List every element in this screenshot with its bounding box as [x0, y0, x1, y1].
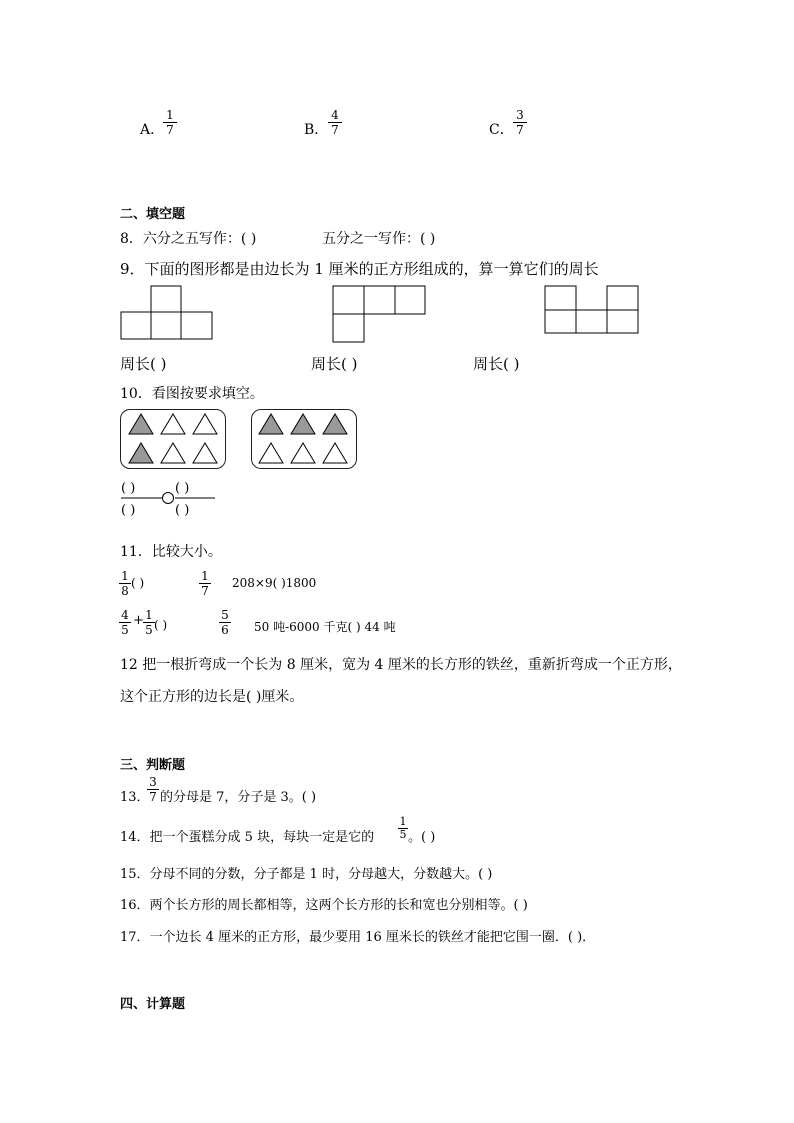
q9-perimeter-2: 周长( ) — [311, 355, 358, 373]
q11-plus: + — [133, 613, 144, 628]
denominator: 5 — [121, 623, 129, 637]
q15-text: 15．分母不同的分数，分子都是 1 时，分母越大，分数越大。( ) — [120, 867, 493, 882]
numerator: 1 — [145, 608, 153, 622]
choice-a-denominator: 7 — [166, 123, 174, 137]
denominator: 8 — [121, 584, 129, 598]
choice-b-numerator: 4 — [331, 108, 339, 122]
q9-text: 9．下面的图形都是由边长为 1 厘米的正方形组成的，算一算它们的周长 — [120, 260, 599, 278]
q16-text: 16．两个长方形的周长都相等，这两个长方形的长和宽也分别相等。( ) — [120, 898, 528, 913]
choice-b-letter: B． — [304, 122, 329, 138]
triangle-icon — [193, 443, 217, 463]
triangle-shaded-icon — [129, 443, 153, 463]
triangle-shaded-icon — [129, 414, 153, 434]
triangle-icon — [291, 443, 315, 463]
q11-blank-2[interactable]: ( ) — [154, 618, 168, 632]
q10-compare-circle[interactable] — [163, 493, 174, 504]
numerator: 1 — [201, 569, 209, 583]
denominator: 7 — [201, 584, 209, 598]
q13-fraction — [147, 775, 159, 804]
q11-expr-1: 208×9( )1800 — [232, 576, 317, 590]
q12-line-2: 这个正方形的边长是( )厘米。 — [120, 689, 304, 705]
denominator: 7 — [149, 790, 157, 804]
numerator: 3 — [149, 775, 157, 789]
choice-a-numerator: 1 — [166, 108, 174, 122]
numerator: 5 — [221, 608, 229, 622]
choice-c-numerator: 3 — [516, 108, 524, 122]
q10-blank-num-1[interactable]: ( ) — [121, 481, 136, 496]
q14-fraction — [398, 816, 408, 841]
q11-fraction-4-5 — [119, 608, 131, 637]
q14-prefix: 14．把一个蛋糕分成 5 块，每块一定是它的 — [120, 830, 375, 845]
q11-text: 11．比较大小。 — [120, 544, 222, 560]
q8-part-a: 8．六分之五写作：( ) — [120, 231, 257, 247]
q14-suffix: 。( ) — [408, 830, 436, 845]
triangle-icon — [259, 443, 283, 463]
numerator: 1 — [399, 815, 407, 828]
q9-perimeter-3: 周长( ) — [473, 355, 520, 373]
q13-text: 的分母是 7，分子是 3。( ) — [160, 790, 317, 805]
numerator: 1 — [121, 569, 129, 583]
q10-blank-num-2[interactable]: ( ) — [175, 481, 190, 496]
choice-c-letter: C． — [489, 122, 514, 138]
q13-prefix: 13． — [120, 790, 150, 805]
triangle-shaded-icon — [259, 414, 283, 434]
denominator: 5 — [145, 623, 153, 637]
q10-text: 10．看图按要求填空。 — [120, 386, 264, 402]
section-heading-fill: 二、填空题 — [120, 207, 186, 222]
triangle-icon — [193, 414, 217, 434]
choice-b-denominator: 7 — [331, 123, 339, 137]
section-heading-judge: 三、判断题 — [120, 758, 186, 773]
q11-expr-2: 50 吨-6000 千克( ) 44 吨 — [254, 620, 396, 634]
q11-fraction-1-8 — [119, 569, 131, 598]
triangle-shaded-icon — [323, 414, 347, 434]
q8-part-b: 五分之一写作：( ) — [322, 231, 436, 247]
triangle-shaded-icon — [291, 414, 315, 434]
numerator: 4 — [121, 608, 129, 622]
q17-text: 17．一个边长 4 厘米的正方形，最少要用 16 厘米长的铁丝才能把它围一圈．( )． — [120, 930, 596, 945]
triangle-icon — [323, 443, 347, 463]
denominator: 5 — [399, 828, 407, 841]
denominator: 6 — [221, 623, 229, 637]
section-heading-calc: 四、计算题 — [120, 997, 186, 1012]
q11-fraction-5-6 — [219, 608, 231, 637]
choice-a-letter: A． — [140, 122, 165, 138]
q11-fraction-1-7 — [199, 569, 211, 598]
triangle-icon — [161, 414, 185, 434]
q12-line-1: 12 把一根折弯成一个长为 8 厘米，宽为 4 厘米的长方形的铁丝，重新折弯成一个正方形， — [120, 657, 682, 673]
choice-c-denominator: 7 — [516, 123, 524, 137]
q10-blank-den-1[interactable]: ( ) — [121, 503, 136, 518]
q9-perimeter-1: 周长( ) — [120, 355, 167, 373]
q10-blank-den-2[interactable]: ( ) — [175, 503, 190, 518]
triangle-icon — [161, 443, 185, 463]
q11-blank-1[interactable]: ( ) — [131, 576, 145, 590]
